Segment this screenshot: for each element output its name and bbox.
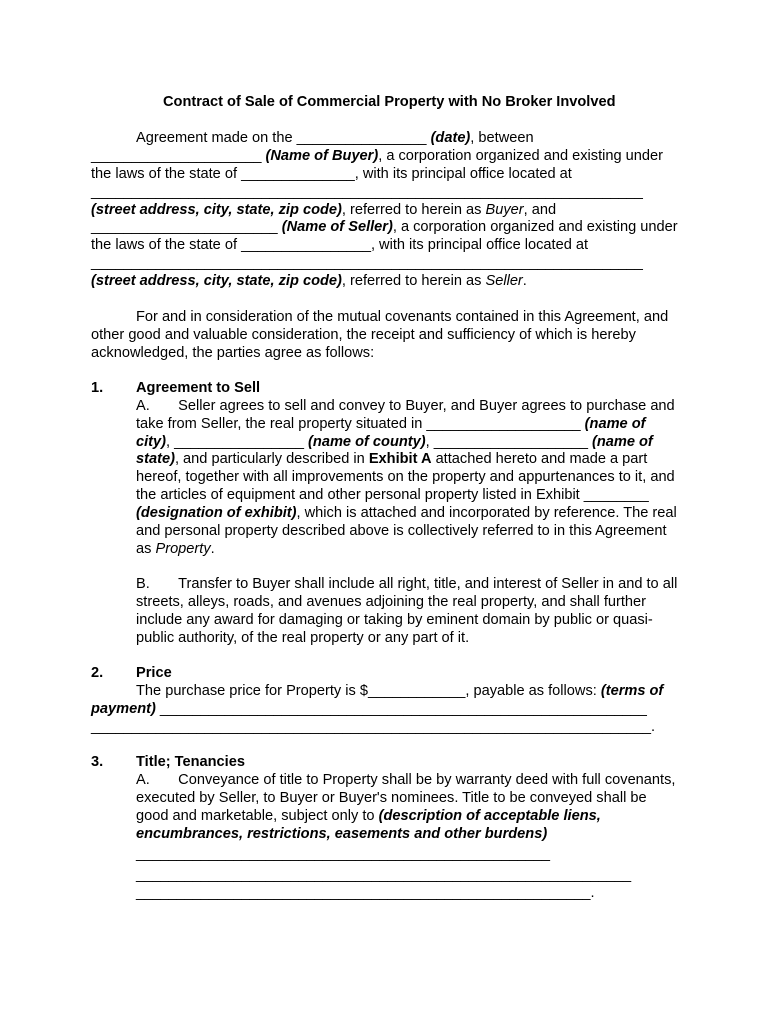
consideration-line-2: other good and valuable consideration, the receipt and sufficiency of which is hereby — [91, 327, 636, 343]
section-2-line-3: _____________________________________________________________________. — [91, 719, 656, 735]
preamble-line-3: the laws of the state of ______________, with its principal office located at — [91, 166, 572, 182]
section-1a-line-3: city), ________________ (name of county), ___________________ (name of — [136, 434, 653, 450]
section-3a-line-3: good and marketable, subject only to (description of acceptable liens, — [136, 808, 601, 824]
section-1-number: 1. — [91, 380, 104, 396]
section-3a-line-1: A. Conveyance of title to Property shall be by warranty deed with full covenants, — [136, 772, 676, 788]
section-1a-line-7: (designation of exhibit), which is attached and incorporated by reference. The real — [136, 505, 677, 521]
section-1a-line-6: the articles of equipment and other personal property listed in Exhibit ________ — [136, 487, 649, 503]
section-3a-line-5: ___________________________________________________ — [136, 846, 550, 862]
section-1a-line-4: state), and particularly described in Exhibit A attached hereto and made a part — [136, 451, 648, 467]
section-1a-line-9: as Property. — [136, 541, 215, 557]
preamble-line-5: (street address, city, state, zip code), referred to herein as Buyer, and — [91, 202, 557, 218]
section-3a-line-7: ________________________________________________________. — [136, 885, 595, 901]
section-1b-line-4: public authority, of the real property or any part of it. — [136, 630, 470, 646]
preamble-line-7: the laws of the state of ________________, with its principal office located at — [91, 237, 589, 253]
section-3-number: 3. — [91, 754, 104, 770]
section-3a-line-2: executed by Seller, to Buyer or Buyer's nominees. Title to be conveyed shall be — [136, 790, 647, 806]
section-2-line-1: The purchase price for Property is $____________, payable as follows: (terms of — [136, 683, 664, 699]
section-1a-line-8: and personal property described above is collectively referred to in this Agreement — [136, 523, 667, 539]
section-1-heading: Agreement to Sell — [136, 380, 261, 396]
section-1a-line-1: A. Seller agrees to sell and convey to Buyer, and Buyer agrees to purchase and — [136, 398, 675, 414]
section-3-heading: Title; Tenancies — [136, 754, 245, 770]
section-1a-line-2: take from Seller, the real property situated in ___________________ (name of — [136, 416, 646, 432]
preamble-line-1: Agreement made on the ________________ (date), between — [136, 130, 534, 146]
section-3a-line-4: encumbrances, restrictions, easements and other burdens) — [136, 826, 548, 842]
consideration-line-3: acknowledged, the parties agree as follows: — [91, 345, 375, 361]
section-1b-line-2: streets, alleys, roads, and avenues adjoining the real property, and shall further — [136, 594, 646, 610]
section-2-line-2: payment) ____________________________________________________________ — [91, 701, 647, 717]
consideration-line-1: For and in consideration of the mutual covenants contained in this Agreement, and — [136, 309, 669, 325]
preamble-line-9: (street address, city, state, zip code), referred to herein as Seller. — [91, 273, 527, 289]
section-1b-line-3: include any award for damaging or taking by eminent domain by public or quasi- — [136, 612, 653, 628]
section-2-number: 2. — [91, 665, 104, 681]
section-1b-line-1: B. Transfer to Buyer shall include all right, title, and interest of Seller in and to all — [136, 576, 678, 592]
section-1a-line-5: hereof, together with all improvements on the property and appurtenances to it, and — [136, 469, 675, 485]
preamble-line-2: _____________________ (Name of Buyer), a corporation organized and existing under — [91, 148, 663, 164]
preamble-line-8: ____________________________________________________________________ — [91, 255, 643, 271]
section-2-heading: Price — [136, 665, 172, 681]
preamble-line-6: _______________________ (Name of Seller), a corporation organized and existing under — [91, 219, 678, 235]
section-3a-line-6: _____________________________________________________________ — [136, 867, 632, 883]
preamble-line-4: ____________________________________________________________________ — [91, 184, 643, 200]
document-title: Contract of Sale of Commercial Property with No Broker Involved — [163, 94, 616, 110]
